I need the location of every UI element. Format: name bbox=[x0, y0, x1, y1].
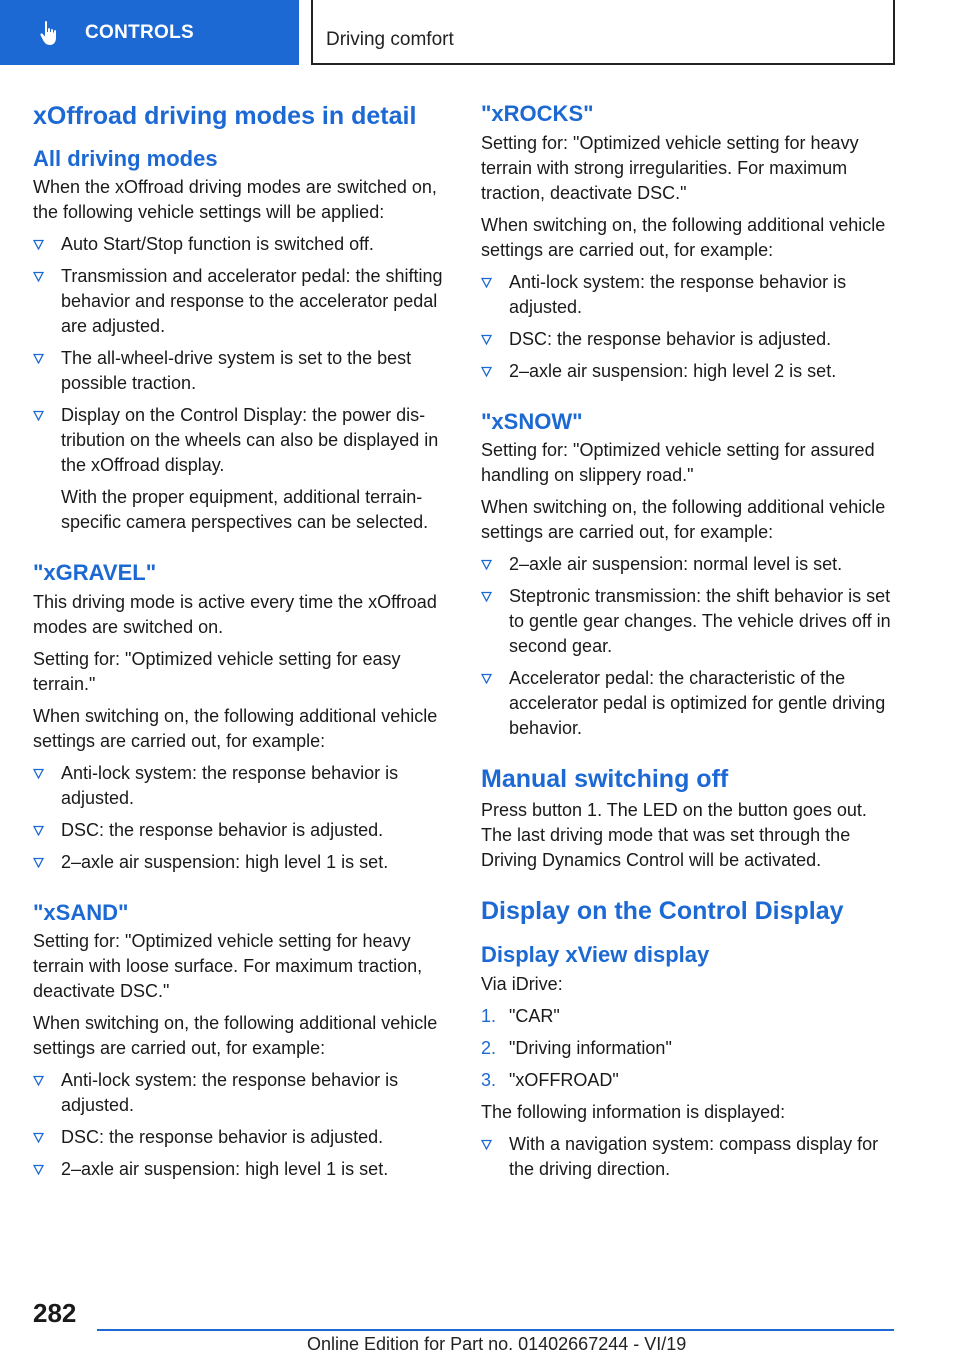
list-item: DSC: the response behavior is adjusted. bbox=[481, 327, 899, 352]
info-intro: The following information is displayed: bbox=[481, 1101, 786, 1122]
all-modes-list bbox=[33, 232, 451, 535]
triangle-bullet-icon bbox=[33, 239, 44, 250]
page-title: xOffroad driving modes in detail bbox=[33, 102, 417, 130]
snow-paragraph-2: When switching on, the following additional vehicle settings are carried out, for example: bbox=[481, 497, 886, 543]
triangle-bullet-icon bbox=[33, 271, 44, 282]
rocks-list bbox=[481, 270, 899, 384]
idrive-intro: Via iDrive: bbox=[481, 973, 563, 994]
list-item: Anti-lock system: the response behavior is adjusted. bbox=[481, 270, 899, 320]
triangle-bullet-icon bbox=[481, 559, 492, 570]
gravel-paragraph-3: When switching on, the following additional vehicle settings are carried out, for example: bbox=[33, 705, 438, 751]
list-item: Steptronic transmission: the shift behavior is set to gentle gear changes. The vehicle drives off in second gear. bbox=[481, 584, 899, 659]
triangle-bullet-icon bbox=[33, 1164, 44, 1175]
sand-paragraph-1: Setting for: "Optimized vehicle setting for heavy terrain with loose surface. For maximum traction, deactivate DSC." bbox=[33, 931, 423, 1002]
triangle-bullet-icon bbox=[33, 857, 44, 868]
list-item: Display on the Control Display: the power distribution on the wheels can also be displayed in the xOffroad display. With the proper equipment, additional terrain-specific camera perspectives can be selected. bbox=[33, 403, 451, 535]
snow-heading: "xSNOW" bbox=[481, 408, 583, 434]
info-list bbox=[481, 1132, 899, 1182]
list-item: DSC: the response behavior is adjusted. bbox=[33, 1125, 451, 1150]
gravel-list bbox=[33, 761, 451, 875]
step-item: 3. "xOFFROAD" bbox=[481, 1069, 619, 1090]
chapter-tab bbox=[0, 0, 299, 65]
list-item: Transmission and accelerator pedal: the shifting behavior and response to the accelerator pedal are adjusted. bbox=[33, 264, 451, 339]
list-item: 2–axle air suspension: high level 2 is set. bbox=[481, 359, 899, 384]
gravel-paragraph-1: This driving mode is active every time the xOffroad modes are switched on. bbox=[33, 591, 437, 637]
list-item: DSC: the response behavior is adjusted. bbox=[33, 818, 451, 843]
triangle-bullet-icon bbox=[481, 334, 492, 345]
rocks-paragraph-2: When switching on, the following additional vehicle settings are carried out, for example: bbox=[481, 214, 886, 260]
list-item: The all-wheel-drive system is set to the best possible traction. bbox=[33, 346, 451, 396]
list-item-note: With the proper equipment, additional terrain-specific camera perspectives can be selected. bbox=[61, 487, 429, 533]
rocks-heading: "xROCKS" bbox=[481, 101, 594, 126]
rocks-paragraph-1: Setting for: "Optimized vehicle setting for heavy terrain with strong irregularities. For maximum traction, deactivate DSC." bbox=[481, 132, 859, 203]
triangle-bullet-icon bbox=[33, 1132, 44, 1143]
triangle-bullet-icon bbox=[33, 1075, 44, 1086]
xview-subheading: Display xView display bbox=[481, 942, 710, 968]
triangle-bullet-icon bbox=[481, 673, 492, 684]
edition-info: Online Edition for Part no. 01402667244 - VI/19 bbox=[307, 1334, 687, 1354]
triangle-bullet-icon bbox=[481, 591, 492, 602]
all-modes-intro: When the xOffroad driving modes are switched on, the following vehicle settings will be applied: bbox=[33, 177, 437, 223]
snow-list bbox=[481, 552, 899, 741]
triangle-bullet-icon bbox=[33, 410, 44, 421]
triangle-bullet-icon bbox=[481, 277, 492, 288]
triangle-bullet-icon bbox=[481, 1139, 492, 1150]
sand-list bbox=[33, 1068, 451, 1182]
snow-paragraph-1: Setting for: "Optimized vehicle setting for assured handling on slippery road." bbox=[481, 440, 875, 486]
page-number: 282 bbox=[33, 1298, 77, 1328]
triangle-bullet-icon bbox=[33, 825, 44, 836]
display-heading: Display on the Control Display bbox=[481, 896, 844, 925]
step-item: 2. "Driving information" bbox=[481, 1037, 672, 1058]
list-item: Accelerator pedal: the characteristic of the accelerator pedal is optimized for gentle driving behavior. bbox=[481, 666, 899, 741]
list-item: With a navigation system: compass display for the driving direction. bbox=[481, 1132, 899, 1182]
list-item: 2–axle air suspension: high level 1 is set. bbox=[33, 850, 451, 875]
gravel-paragraph-2: Setting for: "Optimized vehicle setting for easy terrain." bbox=[33, 648, 401, 694]
left-column bbox=[33, 100, 451, 1189]
section-header bbox=[311, 0, 895, 65]
triangle-bullet-icon bbox=[33, 353, 44, 364]
sand-paragraph-2: When switching on, the following additional vehicle settings are carried out, for example: bbox=[33, 1013, 438, 1059]
step-item: 1. "CAR" bbox=[481, 1005, 560, 1026]
manual-switching-heading: Manual switching off bbox=[481, 765, 729, 794]
section-title: Driving comfort bbox=[326, 29, 454, 50]
triangle-bullet-icon bbox=[33, 768, 44, 779]
triangle-bullet-icon bbox=[481, 366, 492, 377]
list-item: 2–axle air suspension: high level 1 is set. bbox=[33, 1157, 451, 1182]
list-item: 2–axle air suspension: normal level is set. bbox=[481, 552, 899, 577]
all-modes-heading: All driving modes bbox=[33, 145, 218, 171]
manual-switching-paragraph: Press button 1. The LED on the button goes out. The last driving mode that was set through the Driving Dynamics Control will be activated. bbox=[481, 799, 867, 870]
chapter-label: CONTROLS bbox=[85, 21, 195, 43]
list-item: Anti-lock system: the response behavior is adjusted. bbox=[33, 761, 451, 811]
hand-pointer-icon bbox=[36, 18, 66, 48]
footer-divider bbox=[97, 1329, 894, 1331]
list-item: Auto Start/Stop function is switched off. bbox=[33, 232, 451, 257]
list-item: Anti-lock system: the response behavior is adjusted. bbox=[33, 1068, 451, 1118]
gravel-heading: "xGRAVEL" bbox=[33, 560, 157, 586]
right-column bbox=[481, 100, 899, 1189]
sand-heading: "xSAND" bbox=[33, 899, 129, 925]
idrive-steps bbox=[481, 1004, 899, 1093]
